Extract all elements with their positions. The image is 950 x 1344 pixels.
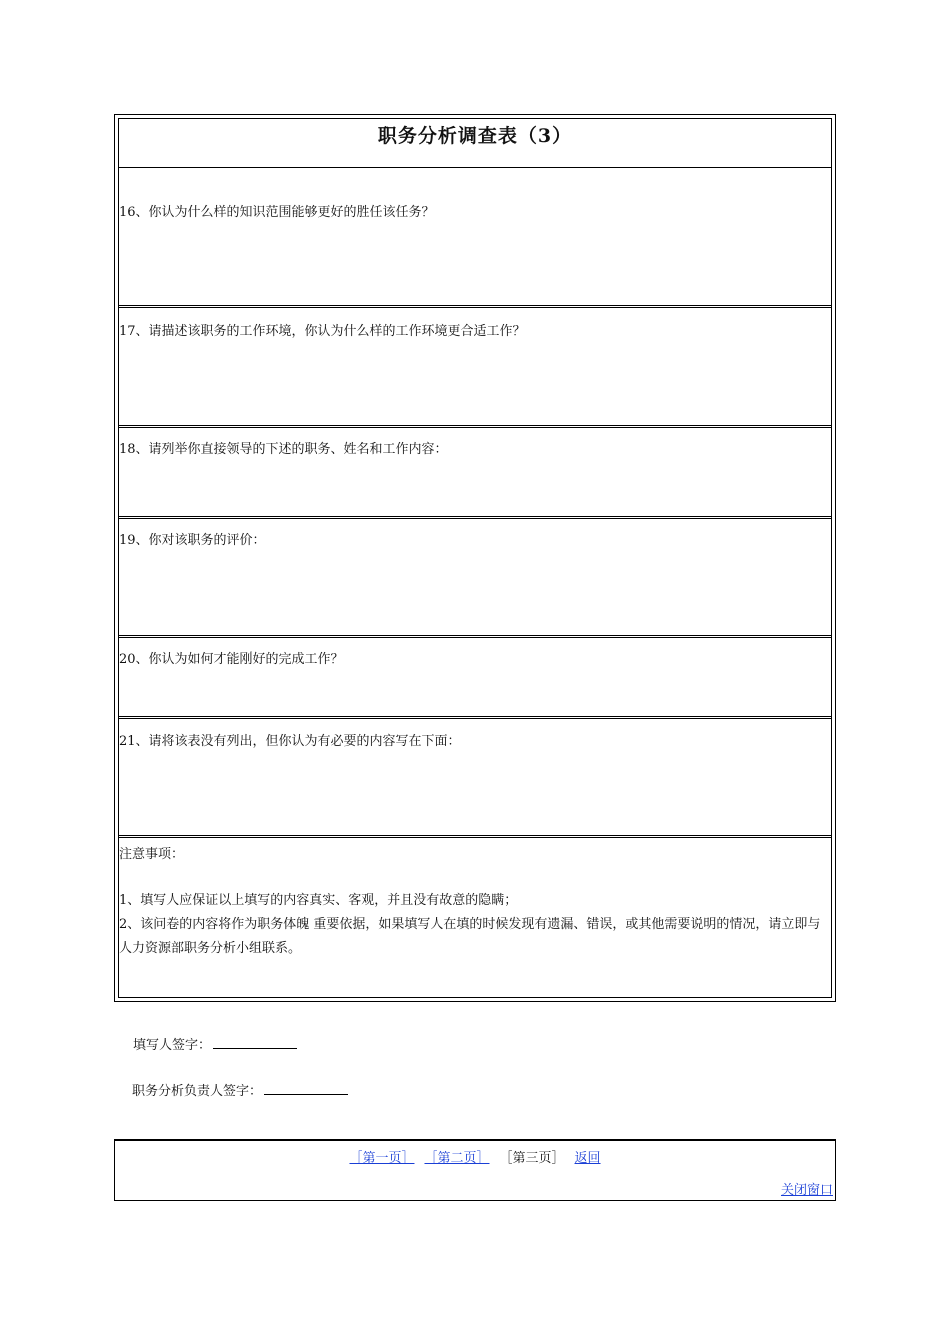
question-text: 20、你认为如何才能刚好的完成工作？: [119, 652, 344, 667]
survey-form-inner: [118, 118, 832, 1053]
notes-heading: 注意事项：: [119, 847, 185, 862]
nav-page-2-link[interactable]: ［第二页］: [424, 1151, 490, 1166]
section-divider: [119, 635, 831, 638]
notes-item-2: 2、该问卷的内容将作为职务体魄 重要依据，如果填写人在填的时候发现有遗漏、错误，或其他需要说明的情况，请立即与人力资源部职务分析小组联系。: [119, 917, 821, 956]
filler-signature: [133, 1034, 297, 1053]
section-divider: [119, 835, 831, 838]
section-divider: [119, 516, 831, 519]
question-text: 18、请列举你直接领导的下述的职务、姓名和工作内容：: [119, 442, 448, 457]
question-text: 19、你对该职务的评价：: [119, 533, 266, 548]
question-text: 21、请将该表没有列出，但你认为有必要的内容写在下面：: [119, 734, 461, 749]
filler-signature-line[interactable]: [213, 1036, 297, 1049]
section-divider: [119, 305, 831, 308]
page-footer: [114, 1139, 836, 1201]
analyst-signature-line[interactable]: [264, 1082, 348, 1095]
nav-page-3-current: ［第三页］: [499, 1151, 565, 1166]
question-text: 16、你认为什么样的知识范围能够更好的胜任该任务？: [119, 205, 435, 220]
page-navigation: [115, 1147, 835, 1166]
nav-page-1-link[interactable]: ［第一页］: [349, 1151, 415, 1166]
close-window-link[interactable]: 关闭窗口: [780, 1183, 833, 1198]
analyst-signature: [132, 1080, 348, 1099]
back-link[interactable]: 返回: [574, 1151, 601, 1166]
survey-form: [114, 114, 836, 1053]
question-text: 17、请描述该职务的工作环境，你认为什么样的工作环境更合适工作？: [119, 324, 526, 339]
form-title: 职务分析调查表（3）: [119, 119, 831, 168]
section-divider: [119, 716, 831, 719]
notes-item-1: 1、填写人应保证以上填写的内容真实、客观，并且没有故意的隐瞒；: [119, 893, 518, 908]
analyst-signature-label: 职务分析负责人签字：: [132, 1084, 263, 1099]
section-divider: [119, 425, 831, 428]
filler-signature-label: 填写人签字：: [133, 1038, 212, 1053]
